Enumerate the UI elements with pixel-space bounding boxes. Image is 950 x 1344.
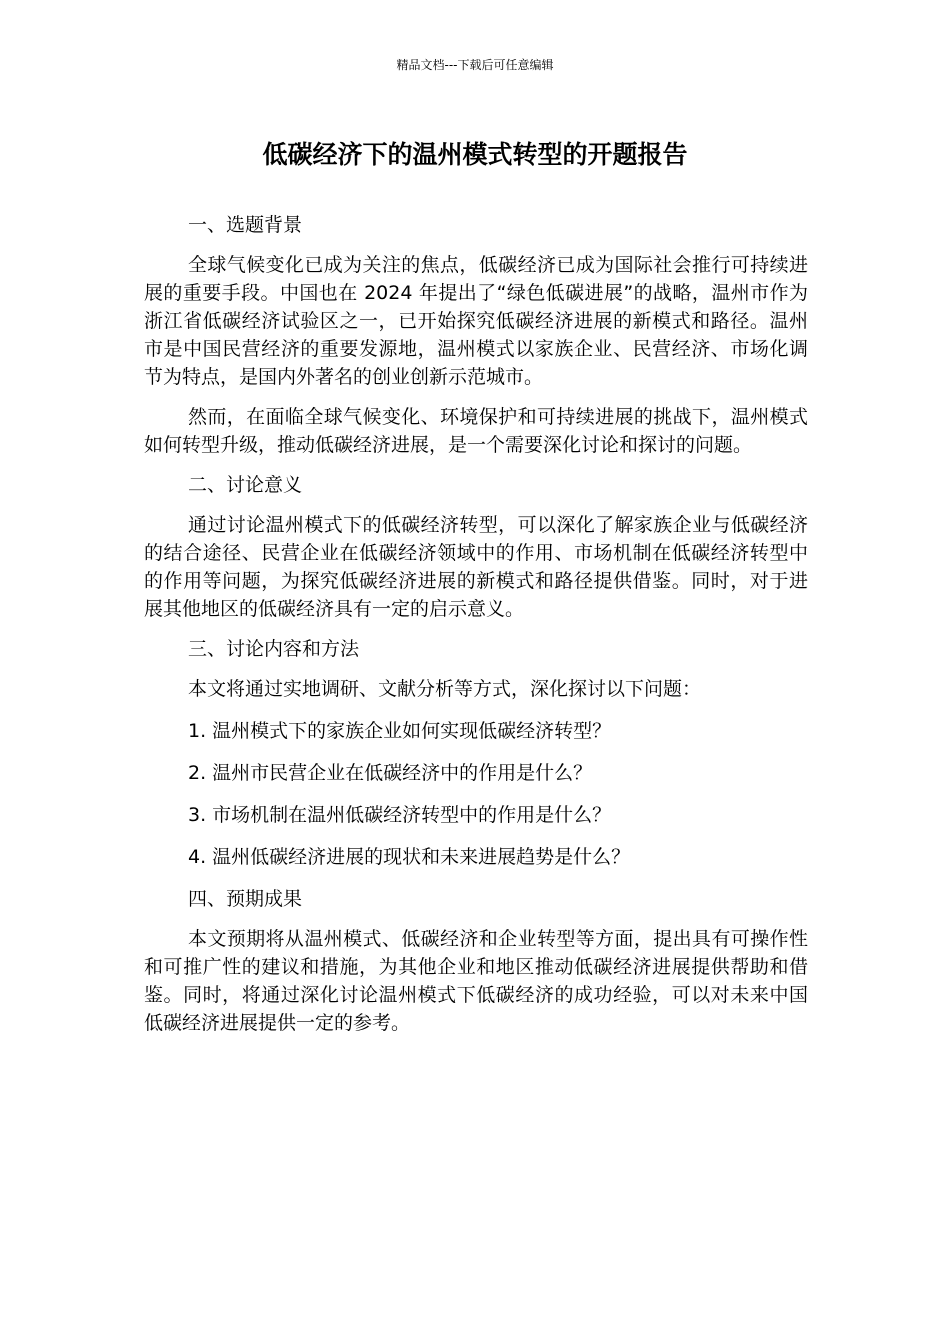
section-heading-significance: 二、讨论意义	[188, 474, 303, 496]
page-header: 精品文档---下载后可任意编辑	[396, 58, 554, 72]
section-heading-content-method: 三、讨论内容和方法	[188, 638, 360, 660]
paragraph-background-2: 然而，在面临全球气候变化、环境保护和可持续进展的挑战下，温州模式如何转型升级，推动低碳经济进展，是一个需要深化讨论和探讨的问题。	[144, 406, 808, 456]
section-heading-background: 一、选题背景	[188, 214, 303, 236]
list-item: 1. 温州模式下的家族企业如何实现低碳经济转型？	[188, 720, 612, 742]
list-item: 2. 温州市民营企业在低碳经济中的作用是什么？	[188, 762, 593, 784]
paragraph-content-method-1: 本文将通过实地调研、文献分析等方式，深化探讨以下问题：	[188, 678, 702, 700]
section-heading-expected-results: 四、预期成果	[188, 888, 303, 910]
paragraph-significance-1: 通过讨论温州模式下的低碳经济转型，可以深化了解家族企业与低碳经济的结合途径、民营企业在低碳经济领域中的作用、市场机制在低碳经济转型中的作用等问题，为探究低碳经济进展的新模式和路径提供借鉴。同时，对于进展其他地区的低碳经济具有一定的启示意义。	[144, 514, 808, 620]
document-body	[144, 211, 808, 1037]
list-item: 3. 市场机制在温州低碳经济转型中的作用是什么？	[188, 804, 612, 826]
list-item: 4. 温州低碳经济进展的现状和未来进展趋势是什么？	[188, 846, 631, 868]
paragraph-expected-results-1: 本文预期将从温州模式、低碳经济和企业转型等方面，提出具有可操作性和可推广性的建议和措施，为其他企业和地区推动低碳经济进展提供帮助和借鉴。同时，将通过深化讨论温州模式下低碳经济的成功经验，可以对未来中国低碳经济进展提供一定的参考。	[144, 928, 808, 1034]
paragraph-background-1: 全球气候变化已成为关注的焦点，低碳经济已成为国际社会推行可持续进展的重要手段。中国也在 2024 年提出了“绿色低碳进展”的战略，温州市作为浙江省低碳经济试验区之一，已开始探究低碳经济进展的新模式和路径。温州市是中国民营经济的重要发源地，温州模式以家族企业、民营经济、市场化调节为特点，是国内外著名的创业创新示范城市。	[144, 254, 808, 388]
document-title: 低碳经济下的温州模式转型的开题报告	[262, 140, 688, 169]
